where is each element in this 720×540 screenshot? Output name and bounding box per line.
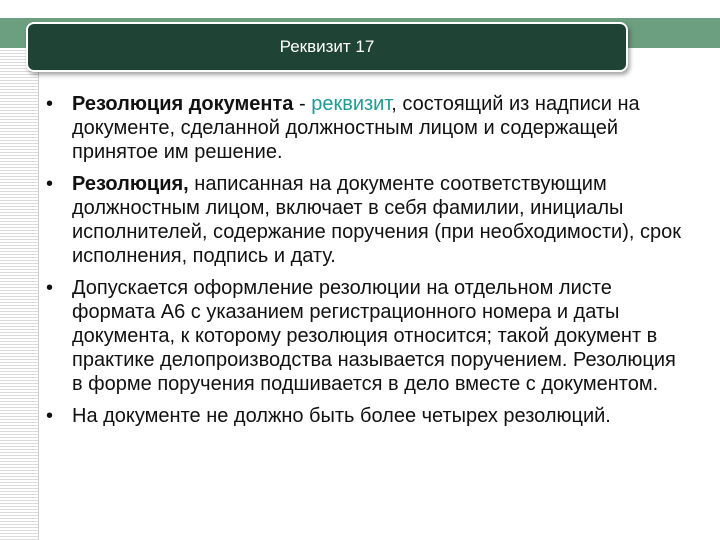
left-divider — [38, 48, 39, 540]
bullet-separator: - — [293, 93, 312, 115]
bullet-term: Резолюция документа — [72, 93, 294, 115]
bullet-item — [46, 172, 686, 268]
bullet-text: , состоящий из надписи на документе, сделанной должностным лицом и содержащей принятое им решение. — [72, 93, 640, 163]
header-top-strip — [0, 0, 720, 18]
slide-content — [46, 92, 686, 436]
bullet-icon: • — [46, 405, 54, 427]
bullet-link-requisite[interactable]: реквизит — [311, 93, 392, 115]
left-stripe-decoration — [0, 48, 38, 540]
bullet-text: написанная на документе соответствующим должностным лицом, включает в себя фамилии, инициалы исполнителей, содержание поручения (при необходимости), срок исполнения, подпись и дату. — [72, 173, 681, 267]
bullet-term: Резолюция, — [72, 173, 189, 195]
bullet-item — [46, 92, 686, 164]
bullet-icon: • — [46, 93, 54, 115]
title-bar — [26, 22, 628, 72]
bullet-list — [46, 92, 686, 428]
bullet-text: На документе не должно быть более четырех резолюций. — [72, 405, 611, 427]
bullet-text: Допускается оформление резолюции на отдельном листе формата А6 с указанием регистрационного номера и даты документа, к которому резолюция относится; такой документ в практике делопроизводства называется поручением. Резолюция в форме поручения подшивается в дело вместе с документом. — [72, 277, 676, 395]
bullet-item — [46, 276, 686, 396]
slide-title: Реквизит 17 — [279, 37, 375, 56]
bullet-item — [46, 404, 686, 428]
bullet-icon: • — [46, 173, 54, 195]
bullet-icon: • — [46, 277, 54, 299]
